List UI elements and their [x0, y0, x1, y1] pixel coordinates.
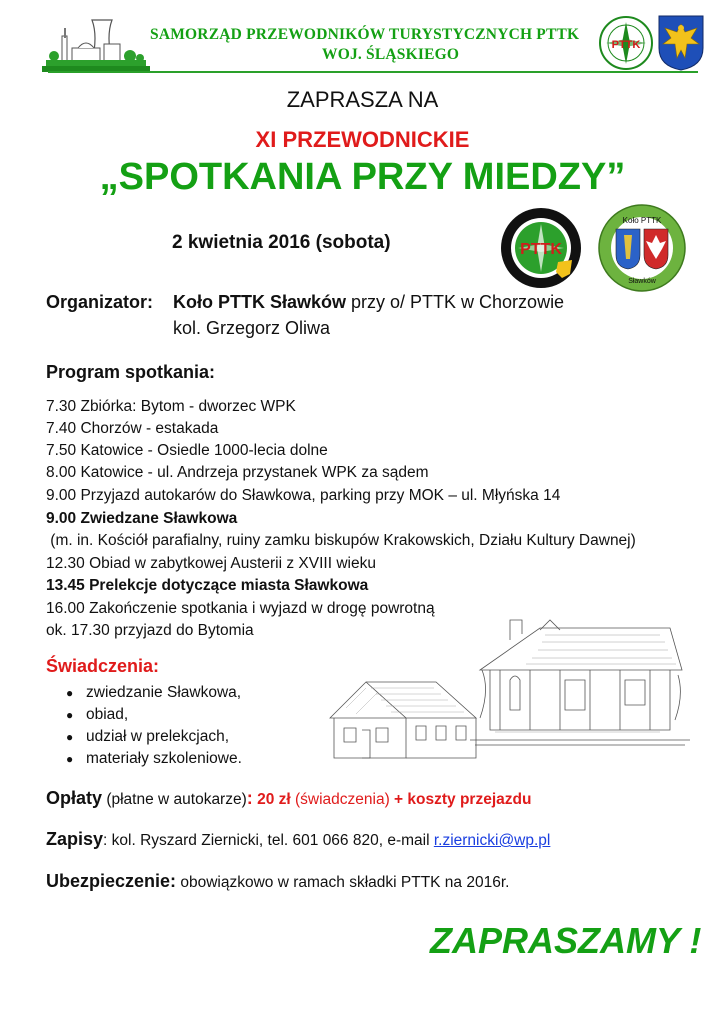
header-title-line1: SAMORZĄD PRZEWODNIKÓW TURYSTYCZNYCH PTTK [150, 26, 580, 43]
program-item: 8.00 Katowice - ul. Andrzeja przystanek WPK za sądem [46, 464, 429, 481]
signup-text: : kol. Ryszard Ziernicki, tel. 601 066 820, e-mail [103, 832, 434, 849]
program-item: 16.00 Zakończenie spotkania i wyjazd w drogę powrotną [46, 600, 435, 617]
organizer-label: Organizator: [46, 292, 154, 312]
signup-line [46, 829, 550, 850]
benefit-text: obiad, [86, 706, 129, 723]
bullet-icon: ● [66, 752, 74, 766]
pttk-badge-text: PTTK [520, 241, 562, 258]
benefits-label: Świadczenia: [46, 656, 160, 676]
fees-label: Opłaty [46, 788, 103, 808]
badge-caption-bottom: Sławków [628, 278, 656, 285]
pttk-emblem-text: PTTK [611, 39, 641, 51]
fees-line [46, 788, 531, 809]
badge-caption-top: Koło PTTK [622, 216, 662, 225]
program-item: ok. 17.30 przyjazd do Bytomia [46, 622, 254, 639]
invite-intro: ZAPRASZA NA [286, 87, 439, 112]
closing-invitation: ZAPRASZAMY ! [430, 920, 702, 961]
benefit-text: materiały szkoleniowe. [86, 750, 242, 767]
program-item: 7.50 Katowice - Osiedle 1000-lecia dolne [46, 442, 328, 459]
program-item: 7.30 Zbiórka: Bytom - dworzec WPK [46, 398, 296, 415]
bullet-icon: ● [66, 686, 74, 700]
organizer-affiliation: przy o/ PTTK w Chorzowie [346, 292, 565, 312]
fees-amount-note: (świadczenia) [290, 791, 390, 808]
fees-note: (płatne w autokarze) [102, 791, 247, 808]
insurance-line [46, 871, 509, 892]
slawkow-houses-sketch-image [326, 668, 484, 768]
header-title-line2: WOJ. ŚLĄSKIEGO [322, 46, 460, 63]
organizer-name: Koło PTTK Sławków [173, 292, 347, 312]
program-item: 13.45 Prelekcje dotyczące miasta Sławkowa [46, 577, 369, 594]
event-subtitle: XI PRZEWODNICKIE [255, 127, 470, 152]
event-title: „SPOTKANIA PRZY MIEDZY” [99, 156, 626, 198]
bullet-icon: ● [66, 708, 74, 722]
insurance-label: Ubezpieczenie: [46, 871, 177, 891]
benefit-item [66, 750, 242, 768]
fees-amount: 20 zł [252, 791, 291, 808]
austeria-sketch-image [470, 600, 692, 750]
pttk-emblem-logo [598, 14, 654, 77]
program-item: 12.30 Obiad w zabytkowej Austerii z XVIII wieku [46, 555, 376, 572]
organizer-line [173, 292, 564, 313]
signup-label: Zapisy [46, 829, 104, 849]
benefit-item [66, 728, 229, 746]
benefit-text: udział w prelekcjach, [86, 728, 230, 745]
benefit-item [66, 684, 241, 702]
insurance-text: obowiązkowo w ramach składki PTTK na 2016r. [176, 874, 510, 891]
event-date: 2 kwietnia 2016 (sobota) [172, 232, 391, 253]
silesia-coat-of-arms [657, 14, 705, 77]
kolo-pttk-slawkow-badge [596, 203, 688, 298]
pttk-guides-badge [492, 206, 590, 295]
program-item: (m. in. Kościół parafialny, ruiny zamku biskupów Krakowskich, Działu Kultury Dawnej) [46, 532, 636, 549]
signup-email-link[interactable]: r.ziernicki@wp.pl [433, 832, 551, 849]
program-item: 9.00 Przyjazd autokarów do Sławkowa, parking przy MOK – ul. Młyńska 14 [46, 487, 561, 504]
program-item: 7.40 Chorzów - estakada [46, 420, 219, 437]
benefit-text: zwiedzanie Sławkowa, [86, 684, 242, 701]
fees-colon: : [246, 788, 253, 808]
organizer-contact: kol. Grzegorz Oliwa [173, 318, 331, 338]
header-divider [48, 71, 698, 73]
fees-extra: + koszty przejazdu [389, 791, 532, 808]
program-label: Program spotkania: [46, 362, 216, 382]
bullet-icon: ● [66, 730, 74, 744]
benefit-item [66, 706, 128, 724]
program-item: 9.00 Zwiedzane Sławkowa [46, 510, 238, 527]
